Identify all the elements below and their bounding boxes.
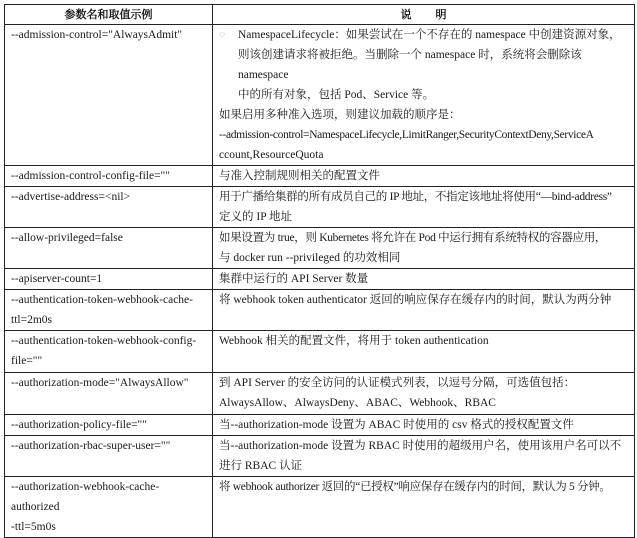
header-param: 参数名和取值示例: [5, 5, 213, 25]
param-cell: [5, 477, 213, 538]
desc-cell: [213, 228, 635, 269]
desc-cell: [213, 477, 635, 538]
desc-cell: [213, 187, 635, 228]
header-description: [213, 5, 635, 25]
param-cell: --authorization-policy-file="": [5, 415, 213, 436]
table-row: [5, 290, 635, 331]
desc-cell: [213, 269, 635, 290]
table-row: [5, 477, 635, 538]
desc-line: 定义的 IP 地址: [219, 211, 293, 223]
table-row: [5, 25, 635, 166]
desc-cell: [213, 415, 635, 436]
table-row: [5, 331, 635, 373]
desc-line: 集群中运行的 API Server 数量: [219, 273, 369, 285]
desc-line: ccount,ResourceQuota: [219, 149, 324, 161]
table-row: [5, 373, 635, 415]
bullet-item: [219, 25, 628, 105]
table-row: [5, 166, 635, 187]
parameters-table: [4, 4, 635, 538]
table-row: [5, 415, 635, 436]
param-cell: --admission-control="AlwaysAdmit": [5, 25, 213, 166]
param-cell: --authorization-mode="AlwaysAllow": [5, 373, 213, 415]
desc-line: 如果设置为 true，则 Kubernetes 将允许在 Pod 中运行拥有系统特权的容器应用，: [219, 232, 607, 244]
param-line: -ttl=5m0s: [11, 521, 56, 533]
circle-bullet-icon: ◌: [219, 29, 225, 40]
param-cell: [5, 331, 213, 373]
param-line: file="": [11, 355, 43, 367]
desc-line: 与准入控制规则相关的配置文件: [219, 170, 380, 182]
param-line: --authorization-webhook-cache-authorized: [11, 481, 160, 513]
desc-line: 中的所有对象，包括 Pod、Service 等。: [238, 89, 435, 101]
param-cell: --advertise-address=<nil>: [5, 187, 213, 228]
param-cell: --apiserver-count=1: [5, 269, 213, 290]
desc-line: 如果启用多种准入选项，则建议加载的顺序是：: [219, 109, 461, 121]
param-cell: --admission-control-config-file="": [5, 166, 213, 187]
param-cell: --authorization-rbac-super-user="": [5, 436, 213, 477]
desc-line: 则该创建请求将被拒绝。当删除一个 namespace 时，系统将会删除该 namespace: [238, 49, 582, 81]
param-line: ttl=2m0s: [11, 314, 52, 326]
desc-line: 到 API Server 的安全访问的认证模式列表，以逗号分隔，可选值包括：: [219, 377, 576, 389]
desc-line: 将 webhook token authenticator 返回的响应保存在缓存内的时间，默认为两分钟: [219, 294, 612, 306]
desc-line: 当--authorization-mode 设置为 RBAC 时使用的超级用户名，使用该用户名可以不: [219, 440, 622, 452]
desc-line: 进行 RBAC 认证: [219, 460, 303, 472]
desc-line: 与 docker run --privileged 的功效相同: [219, 252, 401, 264]
desc-cell: [213, 373, 635, 415]
header-desc-left: 说: [400, 8, 412, 21]
desc-cell: [213, 25, 635, 166]
desc-line: NamespaceLifecycle：如果尝试在一个不存在的 namespace 中创建资源对象，: [238, 29, 621, 41]
param-line: --authentication-token-webhook-cache-: [11, 294, 193, 306]
desc-cell: [213, 166, 635, 187]
desc-line: AlwaysAllow、AlwaysDeny、ABAC、Webhook、RBAC: [219, 397, 496, 409]
table-row: [5, 269, 635, 290]
param-cell: --allow-privileged=false: [5, 228, 213, 269]
desc-line: 将 webhook authorizer 返回的“已授权”响应保存在缓存内的时间，默认为 5 分钟。: [219, 481, 611, 493]
desc-line: 当--authorization-mode 设置为 ABAC 时使用的 csv 格式的授权配置文件: [219, 419, 574, 431]
desc-line: 用于广播给集群的所有成员自己的 IP 地址，不指定该地址将使用“—bind-address”: [219, 191, 612, 203]
table-row: [5, 436, 635, 477]
desc-cell: [213, 436, 635, 477]
desc-cell: [213, 331, 635, 373]
table-header-row: [5, 5, 635, 25]
desc-line: --admission-control=NamespaceLifecycle,LimitRanger,SecurityContextDeny,ServiceA: [219, 129, 594, 141]
header-desc-right: 明: [435, 8, 447, 21]
table-row: [5, 187, 635, 228]
table-row: [5, 228, 635, 269]
param-cell: [5, 290, 213, 331]
desc-line: Webhook 相关的配置文件，将用于 token authentication: [219, 335, 489, 347]
desc-cell: [213, 290, 635, 331]
param-line: --authentication-token-webhook-config-: [11, 335, 197, 347]
